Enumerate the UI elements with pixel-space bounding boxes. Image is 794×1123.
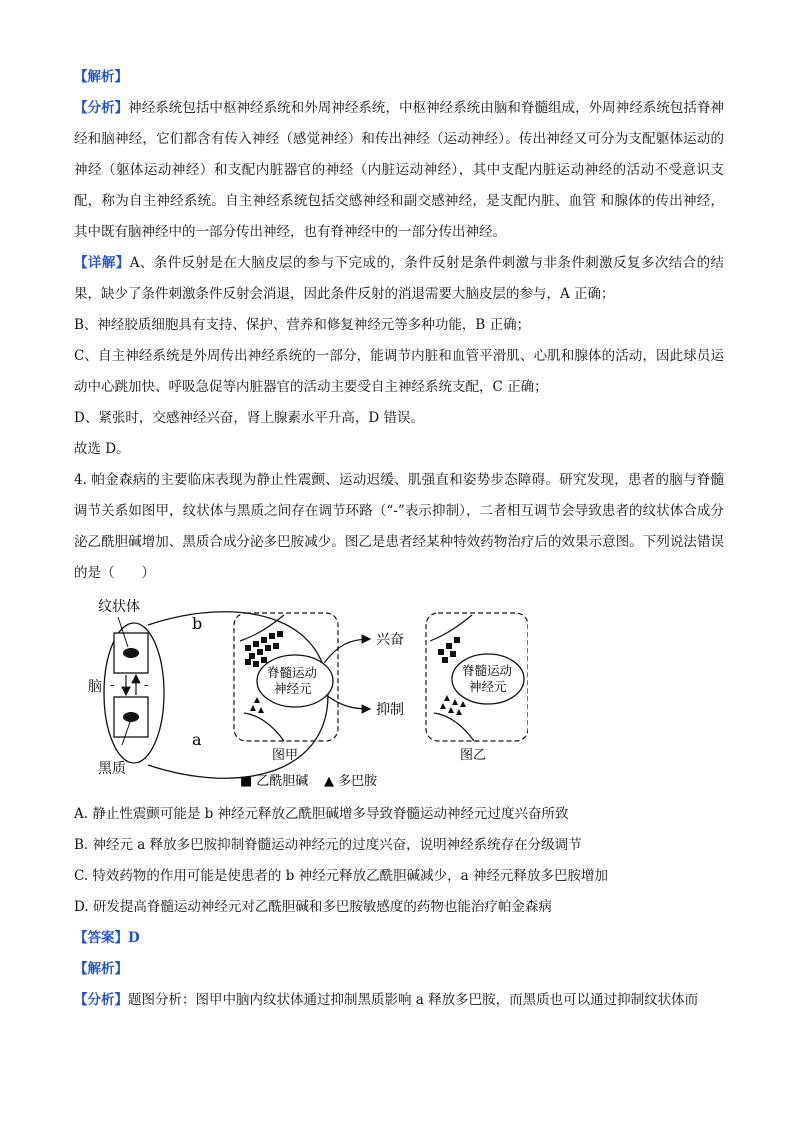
answer-line: 【答案】D xyxy=(74,930,140,946)
dopamine-cluster-yi xyxy=(440,695,466,715)
striatum-label: 纹状体 xyxy=(98,599,140,615)
detail-item-b: B、神经胶质细胞具有支持、保护、营养和修复神经元等多种功能，B 正确； xyxy=(74,317,531,333)
detail-item-a xyxy=(74,248,724,310)
q4-analysis-text: 题图分析：图甲中脑内纹状体通过抑制黑质影响 a 释放多巴胺，而黑质也可以通过抑制纹状体而 xyxy=(128,992,699,1008)
question-4-figure xyxy=(88,595,528,795)
inhibit-arrow xyxy=(326,695,370,709)
minus-sign-2: - xyxy=(110,677,115,693)
neuron-jia-line2: 神经元 xyxy=(274,681,312,696)
question-4-stem: 4. 帕金森病的主要临床表现为静止性震颤、运动迟缓、肌强直和姿势步态障碍。研究发现，患者的脑与脊髓调节关系如图甲，纹状体与黑质之间存在调节环路（“-”表示抑制），二者相互调节会导致患者的纹状体合成分泌乙酰胆碱增加、黑质合成分泌多巴胺减少。图乙是患者经某种特效药物治疗后的效果示意图。下列说法错误的是（ ） xyxy=(74,472,724,581)
figure-jia-caption: 图甲 xyxy=(272,748,299,763)
axon-a-terminal xyxy=(244,713,284,741)
acetylcholine-cluster-yi xyxy=(438,637,460,663)
neuron-diagram xyxy=(88,595,528,795)
excite-arrow xyxy=(324,639,370,663)
option-d: D. 研发提高脊髓运动神经元对乙酰胆碱和多巴胺敏感度的药物也能治疗帕金森病 xyxy=(74,899,552,915)
q4-analysis-tag: 【分析】 xyxy=(74,992,128,1008)
neuron-yi-line2: 神经元 xyxy=(469,679,507,694)
legend-dopamine: ▲ 多巴胺 xyxy=(324,774,378,789)
option-c: C. 特效药物的作用可能是使患者的 b 神经元释放乙酰胆碱减少，a 神经元释放多巴胺增加 xyxy=(74,868,608,884)
analysis-tag: 【分析】 xyxy=(74,100,129,116)
option-a: A. 静止性震颤可能是 b 神经元释放乙酰胆碱增多导致脊髓运动神经元过度兴奋所致 xyxy=(74,806,569,822)
analysis-paragraph xyxy=(74,93,724,248)
minus-sign: - xyxy=(144,677,149,693)
neuron-b-label: b xyxy=(192,614,203,633)
q4-analysis-paragraph xyxy=(74,985,724,1016)
analysis-text: 神经系统包括中枢神经系统和外周神经系统，中枢神经系统由脑和脊髓组成，外周神经系统包括脊神经和脑神经，它们都含有传入神经（感觉神经）和传出神经（运动神经）。传出神经又可分为支配躯体运动的神经（躯体运动神经）和支配内脏器官的神经（内脏运动神经），其中支配内脏运动神经的活动不受意识支配，称为自主神经系统。自主神经系统包括交感神经和副交感神经，是支配内脏、血管 和腺体的传出神经，其中既有脑神经中的一部分传出神经，也有脊神经中的一部分传出神经。 xyxy=(74,100,725,240)
axon-b-terminal-yi xyxy=(430,615,472,641)
neuron-a-label: a xyxy=(192,730,202,749)
legend-acetylcholine: ■ 乙酰胆碱 xyxy=(240,774,309,789)
axon-a-terminal-yi xyxy=(434,713,474,741)
inhibit-label: 抑制 xyxy=(376,702,404,718)
detail-conclusion: 故选 D。 xyxy=(74,441,130,457)
substantia-nigra-label: 黑质 xyxy=(98,761,126,777)
substantia-nigra-nucleus xyxy=(123,712,139,722)
striatum-nucleus xyxy=(123,648,139,658)
excite-label: 兴奋 xyxy=(376,632,404,648)
detail-item-c: C、自主神经系统是外周传出神经系统的一部分，能调节内脏和血管平滑肌、心肌和腺体的活动，因此球员运动中心跳加快、呼吸急促等内脏器官的活动主要受自主神经系统支配，C 正确； xyxy=(74,348,724,395)
page-content xyxy=(74,62,724,1016)
q4-analysis-heading: 【解析】 xyxy=(74,961,128,977)
option-b: B. 神经元 a 释放多巴胺抑制脊髓运动神经元的过度兴奋，说明神经系统存在分级调节 xyxy=(74,837,582,853)
detail-item-d: D、紧张时，交感神经兴奋，肾上腺素水平升高，D 错误。 xyxy=(74,410,424,426)
brain-label: 脑 xyxy=(88,679,102,695)
dopamine-cluster-jia xyxy=(250,697,264,713)
detail-tag: 【详解】 xyxy=(74,255,130,271)
neuron-jia-line1: 脊髓运动 xyxy=(267,665,318,680)
figure-yi-caption: 图乙 xyxy=(460,748,487,763)
analysis-heading: 【解析】 xyxy=(74,69,128,85)
neuron-yi-line1: 脊髓运动 xyxy=(462,663,513,678)
detail-text-a: A、条件反射是在大脑皮层的参与下完成的，条件反射是条件刺激与非条件刺激反复多次结合的结果，缺少了条件刺激条件反射会消退，因此条件反射的消退需要大脑皮层的参与，A 正确； xyxy=(74,255,725,302)
